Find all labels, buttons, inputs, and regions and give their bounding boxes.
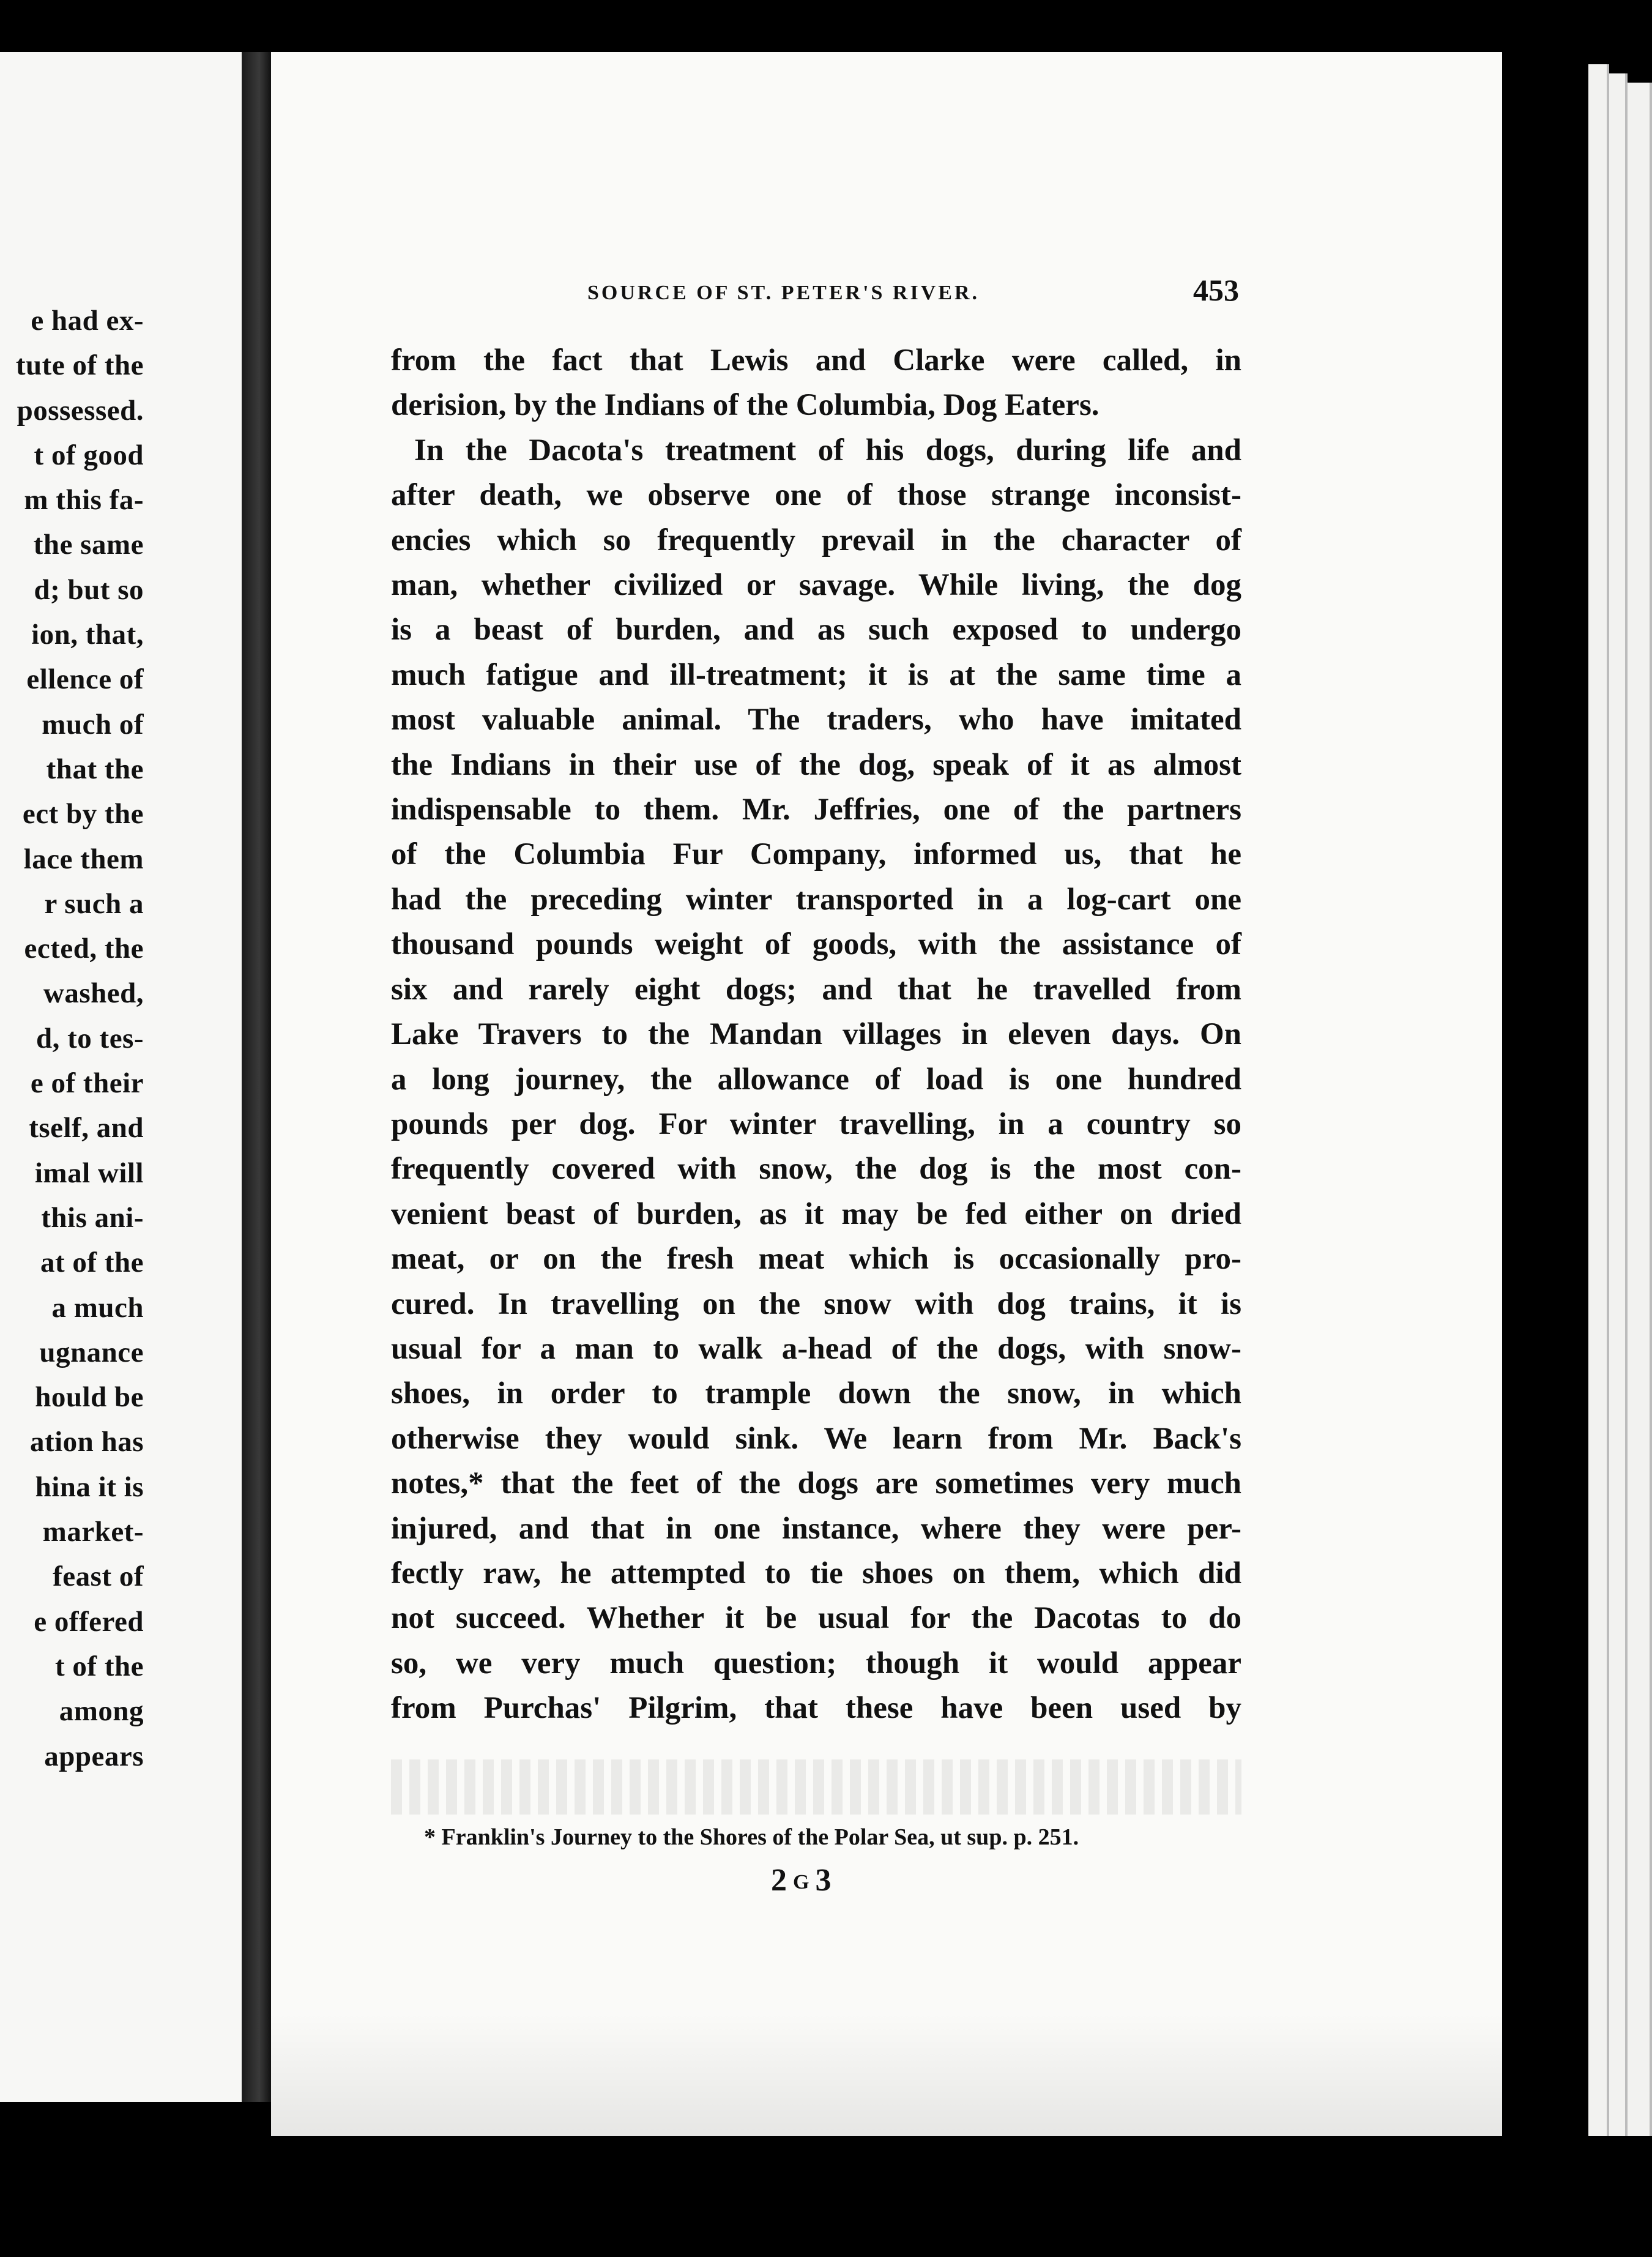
body-line: notes,* that the feet of the dogs are sometimes very much [391,1466,1241,1501]
left-page-line: washed, [43,977,144,1010]
left-page-line: market- [42,1516,144,1548]
book-gutter [242,52,271,2102]
left-page-line: e had ex- [31,305,144,337]
running-head: SOURCE OF ST. PETER'S RIVER. [587,282,980,304]
body-line: a long journey, the allowance of load is one hundred [391,1062,1241,1097]
left-page-line: hina it is [35,1471,144,1503]
left-page-line: hould be [35,1381,144,1414]
left-page-line: this ani- [41,1201,144,1234]
left-page-line: r such a [44,887,144,920]
signature-last: 3 [815,1863,838,1898]
body-line: is a beast of burden, and as such exposed to undergo [391,613,1241,647]
left-page-line: possessed. [17,394,144,427]
body-line: venient beast of burden, as it may be fed either on dried [391,1196,1241,1231]
footnote: * Franklin's Journey to the Shores of the Polar Sea, ut sup. p. 251. [424,1824,1079,1850]
body-line: cured. In travelling on the snow with dog trains, it is [391,1286,1241,1321]
left-page-text [0,299,144,1779]
body-line: six and rarely eight dogs; and that he travelled from [391,972,1241,1007]
body-line: derision, by the Indians of the Columbia, Dog Eaters. [391,388,1099,423]
body-line: after death, we observe one of those strange inconsist- [391,478,1241,513]
left-page-line: e of their [30,1067,144,1100]
signature-first: 2 [771,1863,793,1898]
body-line: otherwise they would sink. We learn from Mr. Back's [391,1421,1241,1456]
body-text [391,338,1241,1731]
right-page [271,52,1502,2136]
left-page-line: at of the [40,1247,144,1279]
body-line: so, we very much question; though it would appear [391,1646,1241,1681]
left-page-line: e offered [34,1605,144,1638]
left-page-line: among [59,1695,144,1728]
left-page-line: that the [46,753,144,785]
left-page-line: tself, and [29,1112,144,1144]
left-page-line: d, to tes- [36,1022,144,1054]
left-page-line: d; but so [34,573,144,606]
left-page-line: m this fa- [24,484,144,517]
left-page-line: ation has [29,1426,144,1458]
body-line: Lake Travers to the Mandan villages in eleven days. On [391,1017,1241,1052]
body-line: man, whether civilized or savage. While living, the dog [391,568,1241,603]
body-line: had the preceding winter transported in a log-cart one [391,882,1241,917]
body-line: most valuable animal. The traders, who have imitated [391,703,1241,737]
body-line: fectly raw, he attempted to tie shoes on them, which did [391,1556,1241,1591]
body-line: much fatigue and ill-treatment; it is at the same time a [391,657,1241,692]
left-page-line: ected, the [24,933,144,965]
left-page-line: the same [33,529,144,561]
body-line: the Indians in their use of the dog, speak of it as almost [391,747,1241,782]
left-page-line: ion, that, [31,619,144,651]
body-line: of the Columbia Fur Company, informed us, that he [391,837,1241,872]
left-page-line: appears [44,1740,144,1772]
left-page-line: ugnance [39,1336,144,1368]
page-number: 453 [1193,273,1239,307]
body-line: In the Dacota's treatment of his dogs, during life and [414,433,1241,468]
signature-middle: G [793,1871,816,1893]
left-page-line: tute of the [15,349,144,382]
page-shadow [271,2013,1502,2136]
left-page-line: t of the [55,1650,144,1682]
body-line: pounds per dog. For winter travelling, in a country so [391,1106,1241,1141]
left-page-line: a much [51,1291,144,1324]
signature-mark [771,1862,837,1898]
body-line: from Purchas' Pilgrim, that these have been used by [391,1691,1241,1726]
body-line: meat, or on the fresh meat which is occasionally pro- [391,1242,1241,1277]
body-line: from the fact that Lewis and Clarke were called, in [391,343,1241,378]
body-line: frequently covered with snow, the dog is the most con- [391,1152,1241,1187]
body-line: usual for a man to walk a-head of the dogs, with snow- [391,1331,1241,1366]
body-line: injured, and that in one instance, where they were per- [391,1511,1241,1546]
left-page-line: ect by the [22,798,144,830]
left-page-line: much of [42,708,144,741]
left-page-line: imal will [34,1157,144,1189]
body-line: encies which so frequently prevail in the character of [391,523,1241,558]
left-page-line: ellence of [26,663,144,696]
left-page-line: feast of [53,1561,144,1593]
body-line: shoes, in order to trample down the snow, in which [391,1376,1241,1411]
left-facing-page [0,52,242,2102]
show-through-text [391,1759,1241,1815]
body-line: thousand pounds weight of goods, with the assistance of [391,927,1241,962]
left-page-line: t of good [34,439,144,471]
body-line: indispensable to them. Mr. Jeffries, one of the partners [391,793,1241,827]
left-page-line: lace them [23,843,144,875]
body-line: not succeed. Whether it be usual for the Dacotas to do [391,1601,1241,1636]
